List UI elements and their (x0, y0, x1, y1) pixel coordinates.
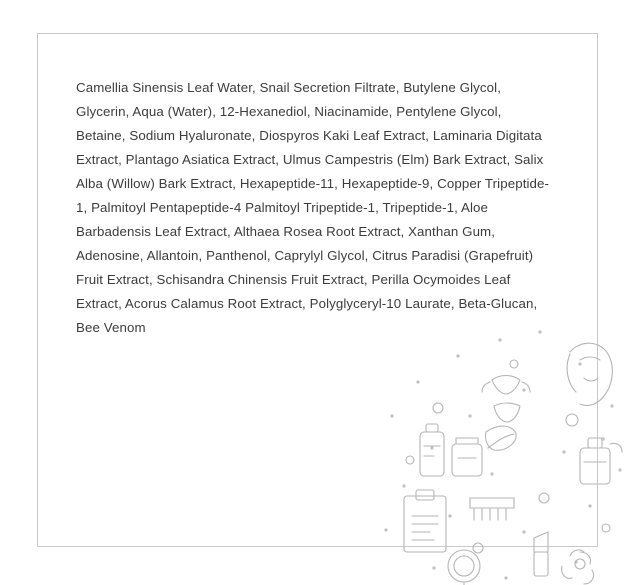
scale-icon (602, 438, 604, 440)
ingredients-paragraph: Camellia Sinensis Leaf Water, Snail Secretion Filtrate, Butylene Glycol, Glycerin, Aqua (Water), 12-Hexanediol, Niacinamide, Pentylene Glycol, Betaine, Sodium Hyaluronate, Diospyros Kaki Leaf Extract, Laminaria Digitata Extract, Plantago Asiatica Extract, Ulmus Campestris (Elm) Bark Extract, Salix Alba (Willow) Bark Extract, Hexapeptide-11, Hexapeptide-9, Copper Tripeptide-1, Palmitoyl Pentapeptide-4 Palmitoyl Tripeptide-1, Tripeptide-1, Aloe Barbadensis Leaf Extract, Althaea Rosea Root Extract, Xanthan Gum, Adenosine, Allantoin, Panthenol, Caprylyl Glycol, Citrus Paradisi (Grapefruit) Fruit Extract, Schisandra Chinensis Fruit Extract, Perilla Ocymoides Leaf Extract, Acorus Calamus Root Extract, Polyglyceryl-10 Laurate, Beta-Glucan, Bee Venom (76, 80, 550, 335)
hand-mirror-icon (448, 550, 480, 585)
flower-icon (562, 550, 594, 584)
